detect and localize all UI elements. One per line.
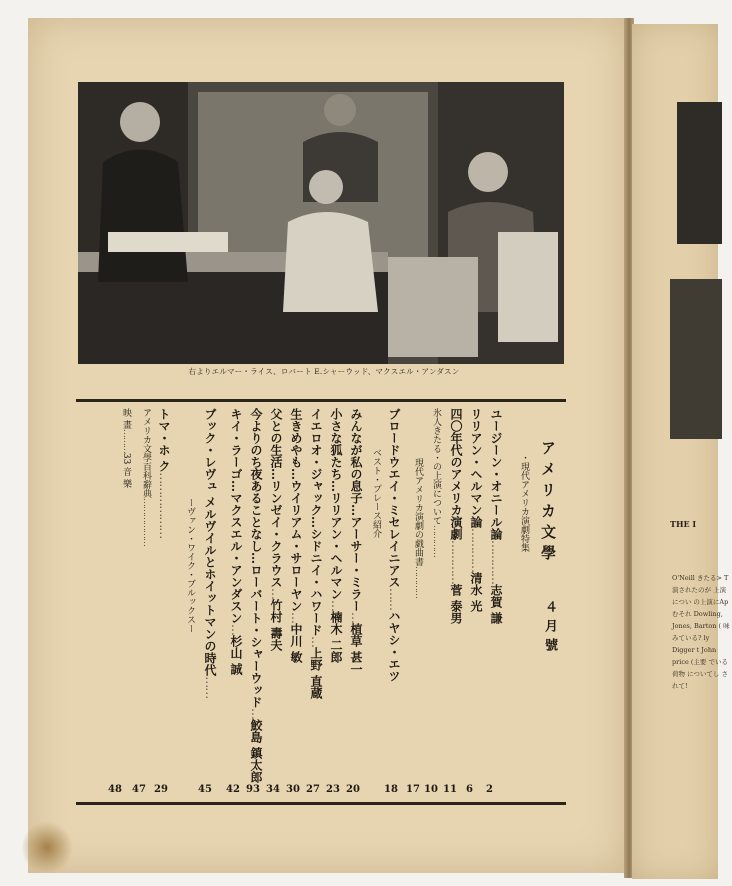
toc-entry: ブック・レヴュ メルヴイルとホイットマンの時代…… <box>203 408 217 699</box>
right-page-photo-middle <box>670 279 722 439</box>
right-page-text: O'Neill きたる> T 演されたのが 上演につい の上演にAp むそれ Dowling, Jones, Barton ( 味みている? ly Digger t John price (主要 でいる荷物 についてし されて! <box>672 574 730 690</box>
toc-page-number: 30 <box>286 784 300 795</box>
toc-page-number: 6 <box>466 784 473 795</box>
toc-feature-label: ・現代アメリカ演劇特集 <box>519 453 529 552</box>
toc-entry: 生きめやも…ウイリアム・サローヤン…中川 敏 <box>289 408 303 664</box>
right-page-heading: THE I <box>670 519 697 529</box>
magazine-issue: ４月號 <box>542 600 557 657</box>
toc-page-number: 17 <box>406 784 420 795</box>
toc-page-number: 45 <box>198 784 212 795</box>
toc-page-number: 20 <box>346 784 360 795</box>
toc-entry: ーヴァン・ワイク・ブルックスー <box>185 498 195 633</box>
toc-page-number: 29 <box>154 784 168 795</box>
paper-stain <box>22 820 72 875</box>
toc-page-number: 47 <box>132 784 146 795</box>
magazine-title: アメリカ文學 <box>539 440 557 566</box>
toc-entry: ベスト・プレース紹介 <box>371 448 381 538</box>
toc-page-number: 23 <box>326 784 340 795</box>
toc-entry: イエロオ・ジャック…シドニイ・ハワード…上野 直蔵 <box>309 408 323 700</box>
toc-page-number: 48 <box>108 784 122 795</box>
photo-caption: 右よりエルマー・ライス、ロバート E.シャーウッド、マクスエル・アンダスン <box>188 367 460 376</box>
toc-page-number: 42 <box>226 784 240 795</box>
toc-entry: 父との生活…リンゼイ・クラウス…竹村 壽夫 <box>269 408 283 652</box>
group-photo <box>78 82 564 364</box>
toc-entry: 四〇年代のアメリカ演劇…………菅 泰男 <box>449 408 463 625</box>
toc-entry: リリアン・ヘルマン論…………清水 光 <box>469 408 483 613</box>
table-of-contents <box>76 408 566 798</box>
toc-page-number: 2 <box>486 784 493 795</box>
toc-entry: みんなが私の息子…アーサー・ミラー…植草 甚一 <box>349 408 363 676</box>
toc-entry: アメリカ文學百科辭典……………… <box>141 408 151 546</box>
toc-page-number: 34 <box>266 784 280 795</box>
toc-page-number: 27 <box>306 784 320 795</box>
toc-page-number: 93 <box>246 784 260 795</box>
toc-entry: ユージーン・オニール論…………志賀 謙 <box>489 408 503 625</box>
right-page-photo-top <box>677 102 722 244</box>
right-page <box>632 24 730 879</box>
toc-top-rule <box>76 399 566 402</box>
toc-page-number: 11 <box>443 784 457 795</box>
toc-entry: 現代アメリカ演劇の戯曲書………… <box>413 458 423 598</box>
toc-entry: 氷人きたる・の上演について………… <box>431 408 441 557</box>
toc-page-number: 10 <box>424 784 438 795</box>
toc-page-number: 18 <box>384 784 398 795</box>
toc-entry: キイ・ラーゴ…マクスエル・アンダスン…杉山 誠 <box>229 408 243 676</box>
toc-bottom-rule <box>76 802 566 805</box>
toc-entry: ブロードウエイ・ミセレイニアス……ハヤシ・エツ <box>387 408 401 682</box>
toc-entry: 小さな狐たち…リリアン・ヘルマン…楠木 二郎 <box>329 408 343 664</box>
toc-entry: 映 畫………33 音 樂 <box>121 408 131 489</box>
toc-entry: 今よりのち夜あることなし…ローバート・シャーウッド…鮫島 鎮太郎 <box>249 408 263 784</box>
toc-entry: トマ・ホ ク……………… <box>157 408 171 539</box>
